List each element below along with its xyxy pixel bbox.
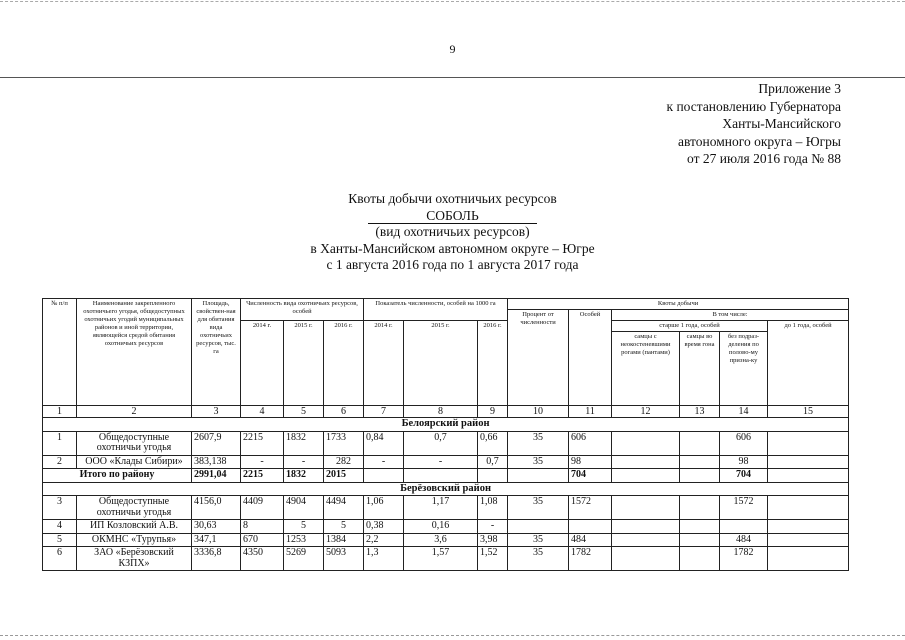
cell-area: 30,63: [192, 520, 241, 534]
cell-dens-2016: 0,66: [478, 431, 508, 455]
cell-rut: [680, 533, 720, 547]
bottom-scan-edge: [0, 635, 905, 636]
cell-dens-2015: 3,6: [404, 533, 478, 547]
cell-individuals: 484: [569, 533, 612, 547]
cell-dens-2015: 1,57: [404, 547, 478, 571]
cell-dens-2015: 0,7: [404, 431, 478, 455]
cell-pop-2016: 1384: [324, 533, 364, 547]
cell-under1: [768, 520, 849, 534]
cell-rut: [680, 455, 720, 469]
cell-num: 6: [43, 547, 77, 571]
species-name: СОБОЛЬ: [368, 208, 536, 224]
title-region: в Ханты-Мансийском автономном округе – Югре: [310, 240, 595, 256]
cell-individuals: 1572: [569, 496, 612, 520]
cell-individuals: 98: [569, 455, 612, 469]
cell-pop-2014: 4409: [241, 496, 284, 520]
column-number: 3: [192, 406, 241, 418]
cell-name: Общедоступные охотничьи угодья: [77, 496, 192, 520]
cell-no-sex: 98: [720, 455, 768, 469]
table-row: [43, 431, 849, 455]
cell-area: 383,138: [192, 455, 241, 469]
header-2015: 2015 г.: [284, 321, 324, 406]
table-row: [43, 520, 849, 534]
cell-pop-2014: 670: [241, 533, 284, 547]
header-including: В том числе:: [612, 310, 849, 321]
cell-num: 1: [43, 431, 77, 455]
cell-pop-2015: 5269: [284, 547, 324, 571]
cell-area: 347,1: [192, 533, 241, 547]
page-number: 9: [449, 42, 456, 56]
appendix-line: автономного округа – Югры: [678, 133, 841, 149]
cell-dens-2014: 0,84: [364, 431, 404, 455]
header-2015: 2015 г.: [404, 321, 478, 406]
cell-pop-2014: 8: [241, 520, 284, 534]
cell-dens-2014: 2,2: [364, 533, 404, 547]
total-individuals: 704: [569, 469, 612, 483]
header-rule: [0, 77, 905, 78]
column-number: 11: [569, 406, 612, 418]
cell-under1: [768, 496, 849, 520]
cell-dens-2014: 0,38: [364, 520, 404, 534]
column-number: 10: [508, 406, 569, 418]
cell-area: 3336,8: [192, 547, 241, 571]
column-number: 7: [364, 406, 404, 418]
total-label: Итого по району: [43, 469, 192, 483]
header-males: самцы с неокостеневшими рогами (пантами): [612, 332, 680, 406]
cell-dens-2014: 1,3: [364, 547, 404, 571]
header-rut: самцы во время гона: [680, 332, 720, 406]
header-2016: 2016 г.: [478, 321, 508, 406]
cell-name: ЗАО «Берёзовский КЗПХ»: [77, 547, 192, 571]
cell-under1: [768, 533, 849, 547]
cell-males: [612, 455, 680, 469]
total-no-sex: 704: [720, 469, 768, 483]
cell-individuals: 606: [569, 431, 612, 455]
cell-pop-2016: 5: [324, 520, 364, 534]
cell-name: ИП Козловский А.В.: [77, 520, 192, 534]
header-individuals: Особей: [569, 310, 612, 406]
cell-males: [612, 533, 680, 547]
cell-rut: [680, 431, 720, 455]
column-number: 6: [324, 406, 364, 418]
cell-pop-2016: 5093: [324, 547, 364, 571]
cell-rut: [680, 496, 720, 520]
header-area: Площадь, свойствен-ная для обитания вида охотничьих ресурсов, тыс. га: [192, 299, 241, 406]
cell-dens-2016: 1,52: [478, 547, 508, 571]
cell-no-sex: 484: [720, 533, 768, 547]
cell-percent: 35: [508, 496, 569, 520]
cell-males: [612, 431, 680, 455]
header-percent: Процент от численности: [508, 310, 569, 406]
column-number: 13: [680, 406, 720, 418]
cell-area: 4156,0: [192, 496, 241, 520]
header-2014: 2014 г.: [241, 321, 284, 406]
cell-percent: 35: [508, 533, 569, 547]
cell-percent: 35: [508, 431, 569, 455]
appendix-line: к постановлению Губернатора: [666, 98, 841, 114]
region-heading: Берёзовский район: [43, 482, 849, 496]
cell-percent: 35: [508, 455, 569, 469]
cell-num: 4: [43, 520, 77, 534]
cell-name: ОКМНС «Турупья»: [77, 533, 192, 547]
cell-pop-2016: 282: [324, 455, 364, 469]
species-caption: (вид охотничьих ресурсов): [375, 224, 530, 239]
cell-individuals: [569, 520, 612, 534]
cell-individuals: 1782: [569, 547, 612, 571]
cell-dens-2015: 1,17: [404, 496, 478, 520]
cell-pop-2015: 1253: [284, 533, 324, 547]
cell-under1: [768, 431, 849, 455]
header-older: старше 1 года, особей: [612, 321, 768, 332]
column-number: 1: [43, 406, 77, 418]
header-2014: 2014 г.: [364, 321, 404, 406]
cell-males: [612, 496, 680, 520]
appendix-line: Ханты-Мансийского: [722, 116, 841, 131]
cell-dens-2015: -: [404, 455, 478, 469]
region-heading: Белоярский район: [43, 418, 849, 432]
title-period: с 1 августа 2016 года по 1 августа 2017 года: [326, 257, 579, 272]
cell-under1: [768, 455, 849, 469]
column-number: 14: [720, 406, 768, 418]
cell-name: ООО «Клады Сибири»: [77, 455, 192, 469]
cell-pop-2015: 1832: [284, 431, 324, 455]
total-pop-2014: 2215: [241, 469, 284, 483]
appendix-line: от 27 июля 2016 года № 88: [687, 151, 841, 166]
cell-name: Общедоступные охотничьи угодья: [77, 431, 192, 455]
cell-pop-2014: 4350: [241, 547, 284, 571]
cell-no-sex: [720, 520, 768, 534]
cell-percent: [508, 520, 569, 534]
cell-rut: [680, 547, 720, 571]
cell-dens-2014: -: [364, 455, 404, 469]
total-pop-2016: 2015: [324, 469, 364, 483]
cell-rut: [680, 520, 720, 534]
header-no-sex: без подраз-деления по полово-му призна-ку: [720, 332, 768, 406]
cell-pop-2015: -: [284, 455, 324, 469]
cell-percent: 35: [508, 547, 569, 571]
appendix-note: [667, 80, 841, 168]
cell-dens-2016: -: [478, 520, 508, 534]
cell-dens-2016: 3,98: [478, 533, 508, 547]
cell-area: 2607,9: [192, 431, 241, 455]
column-number: 4: [241, 406, 284, 418]
table-row: [43, 455, 849, 469]
document-title: [0, 191, 905, 274]
title-line: Квоты добычи охотничьих ресурсов: [348, 191, 557, 206]
header-density: Показатель численности, особей на 1000 га: [364, 299, 508, 321]
header-population: Численность вида охотничьих ресурсов, особей: [241, 299, 364, 321]
header-quota: Квоты добычи: [508, 299, 849, 310]
cell-dens-2016: 1,08: [478, 496, 508, 520]
cell-num: 2: [43, 455, 77, 469]
total-area: 2991,04: [192, 469, 241, 483]
cell-pop-2015: 4904: [284, 496, 324, 520]
cell-no-sex: 1572: [720, 496, 768, 520]
cell-pop-2016: 4494: [324, 496, 364, 520]
cell-under1: [768, 547, 849, 571]
cell-males: [612, 547, 680, 571]
column-number: 15: [768, 406, 849, 418]
cell-num: 5: [43, 533, 77, 547]
top-scan-edge: [0, 1, 905, 2]
appendix-line: Приложение 3: [758, 81, 841, 96]
table-row: [43, 496, 849, 520]
total-row: [43, 469, 849, 483]
cell-no-sex: 606: [720, 431, 768, 455]
header-2016: 2016 г.: [324, 321, 364, 406]
cell-pop-2015: 5: [284, 520, 324, 534]
column-number: 5: [284, 406, 324, 418]
header-under1: до 1 года, особей: [768, 321, 849, 406]
cell-dens-2015: 0,16: [404, 520, 478, 534]
table-row: [43, 533, 849, 547]
cell-no-sex: 1782: [720, 547, 768, 571]
cell-dens-2016: 0,7: [478, 455, 508, 469]
column-number: 12: [612, 406, 680, 418]
cell-pop-2014: -: [241, 455, 284, 469]
column-number: 9: [478, 406, 508, 418]
quota-table: [42, 298, 849, 571]
column-number: 8: [404, 406, 478, 418]
cell-dens-2014: 1,06: [364, 496, 404, 520]
header-name: Наименование закрепленного охотничьего угодья, общедоступных охотничьих угодий муниципальных районов и иной территории, являющейся средой обитания охотничьих ресурсов: [77, 299, 192, 406]
cell-num: 3: [43, 496, 77, 520]
cell-pop-2014: 2215: [241, 431, 284, 455]
table-row: [43, 547, 849, 571]
cell-pop-2016: 1733: [324, 431, 364, 455]
header-num: № п/п: [43, 299, 77, 406]
column-number: 2: [77, 406, 192, 418]
cell-males: [612, 520, 680, 534]
total-pop-2015: 1832: [284, 469, 324, 483]
